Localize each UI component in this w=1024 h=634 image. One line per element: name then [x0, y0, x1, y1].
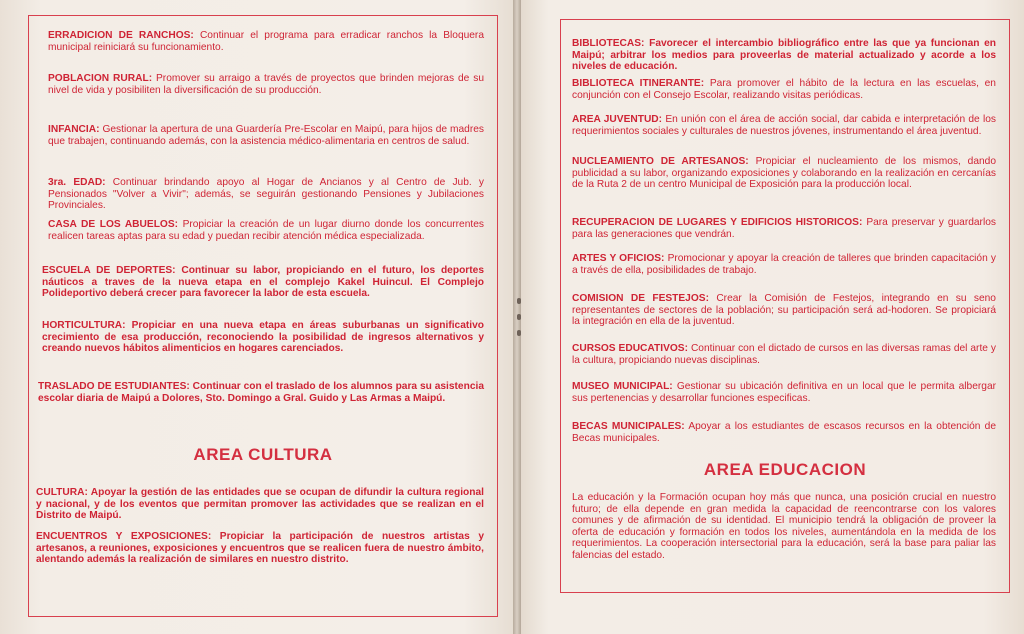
heading-area-cultura: AREA CULTURA	[193, 445, 333, 464]
item-becas-municipales: BECAS MUNICIPALES: Apoyar a los estudiantes de escasos recursos en la obtención de Becas municipales.	[572, 421, 997, 444]
item-escuela-deportes: ESCUELA DE DEPORTES: Continuar su labor, propiciando en el futuro, los deportes náuticos a traves de la nueva etapa en el complejo Kakel Huincul. El Complejo Polideportivo deberá crecer para favorecer la labor de esta escuela.	[42, 265, 484, 300]
item-cultura: CULTURA: Apoyar la gestión de las entidades que se ocupan de difundir la cultura regional y nacional, y de los eventos que permitan promover las actividades que se realizan en el Distrito de Maipú.	[36, 487, 484, 522]
item-nucleamiento-artesanos: NUCLEAMIENTO DE ARTESANOS: Propiciar el nucleamiento de los mismos, dando publicidad a su labor, organizando exposiciones y colaborando en la realización en cercanías de la Ruta 2 de un centro Municipal de Exposición para la producción local.	[572, 156, 997, 191]
left-page-border	[28, 15, 498, 617]
education-paragraph: La educación y la Formación ocupan hoy más que nunca, una posición crucial en nuestro futuro; de ella depende en gran medida la capacidad de reencontrarse con los valores comunes y de afirmación de su identidad. El municipio tendrá la obligación de proveer la oferta de educación y formación en todos los niveles, aumentándola en la medida de los requerimientos. La cooperación intersectorial para la educación, será la base para paliar las falencias del estado.	[572, 492, 996, 561]
staple-hole	[517, 330, 521, 336]
item-traslado-estudiantes: TRASLADO DE ESTUDIANTES: Continuar con el traslado de los alumnos para su asistencia escolar diaria de Maipú a Dolores, Sto. Domingo a Gral. Guido y Las Armas a Maipú.	[38, 381, 484, 404]
staple-hole	[517, 314, 521, 320]
item-encuentros-exposiciones: ENCUENTROS Y EXPOSICIONES: Propiciar la participación de nuestros artistas y artesanos, a reuniones, exposiciones y encuentros que se realicen fuera de nuestro ámbito, alentando además la realización de similares en nuestro distrito.	[36, 531, 484, 566]
item-tercera-edad: 3ra. EDAD: Continuar brindando apoyo al Hogar de Ancianos y al Centro de Jub. y Pensionados "Volver a Vivir"; además, se seguirán gestionando Pensiones y Jubilaciones Provinciales.	[48, 177, 484, 212]
item-museo-municipal: MUSEO MUNICIPAL: Gestionar su ubicación definitiva en un local que le permita albergar sus pertenencias y desarrollar funciones especificas.	[572, 381, 996, 404]
item-area-juventud: AREA JUVENTUD: En unión con el área de acción social, dar cabida e interpretación de los requerimientos sociales y culturales de nuestros jóvenes, instrumentando el área juventud.	[572, 114, 996, 137]
item-recuperacion-lugares: RECUPERACION DE LUGARES Y EDIFICIOS HISTORICOS: Para preservar y guardarlos para las generaciones que vendrán.	[572, 217, 996, 240]
staple-hole	[517, 298, 521, 304]
heading-area-educacion: AREA EDUCACION	[703, 460, 867, 479]
item-erradicacion-ranchos: ERRADICION DE RANCHOS: Continuar el programa para erradicar ranchos la Bloquera municipal reiniciará su funcionamiento.	[48, 30, 484, 53]
item-horticultura: HORTICULTURA: Propiciar en una nueva etapa en áreas suburbanas un significativo crecimiento de esa producción, reconociendo la posibilidad de ingresos alternativos y creando nuevos hábitos alimenticios en hogares carenciados.	[42, 320, 484, 355]
item-cursos-educativos: CURSOS EDUCATIVOS: Continuar con el dictado de cursos en las diversas ramas del arte y la cultura, propiciando nuevas disciplinas.	[572, 343, 996, 366]
item-biblioteca-itinerante: BIBLIOTECA ITINERANTE: Para promover el hábito de la lectura en las escuelas, en conjunción con el Consejo Escolar, realizando visitas periódicas.	[572, 78, 996, 101]
item-poblacion-rural: POBLACION RURAL: Promover su arraigo a través de proyectos que brinden mejoras de su nivel de vida y posibiliten la diversificación de su producción.	[48, 73, 484, 96]
item-bibliotecas: BIBLIOTECAS: Favorecer el intercambio bibliográfico entre las que ya funcionan en Maipú; arbitrar los medios para proveerlas de material actualizado y acorde a los niveles de educación.	[572, 38, 996, 73]
item-comision-festejos: COMISION DE FESTEJOS: Crear la Comisión de Festejos, integrando en su seno representantes de sectores de la población; su participación será ad-hodoren. Se propiciará la integración en ella de la juventud.	[572, 293, 996, 328]
item-infancia: INFANCIA: Gestionar la apertura de una Guardería Pre-Escolar en Maipú, para hijos de madres que trabajen, continuando además, con la asistencia médico-alimentaria en centros de salud.	[48, 124, 484, 147]
item-artes-oficios: ARTES Y OFICIOS: Promocionar y apoyar la creación de talleres que brinden capacitación y a través de ella, posibilidades de trabajo.	[572, 253, 996, 276]
item-casa-abuelos: CASA DE LOS ABUELOS: Propiciar la creación de un lugar diurno donde los concurrentes realicen tareas aptas para su edad y puedan recibir atención médica especializada.	[48, 219, 484, 242]
